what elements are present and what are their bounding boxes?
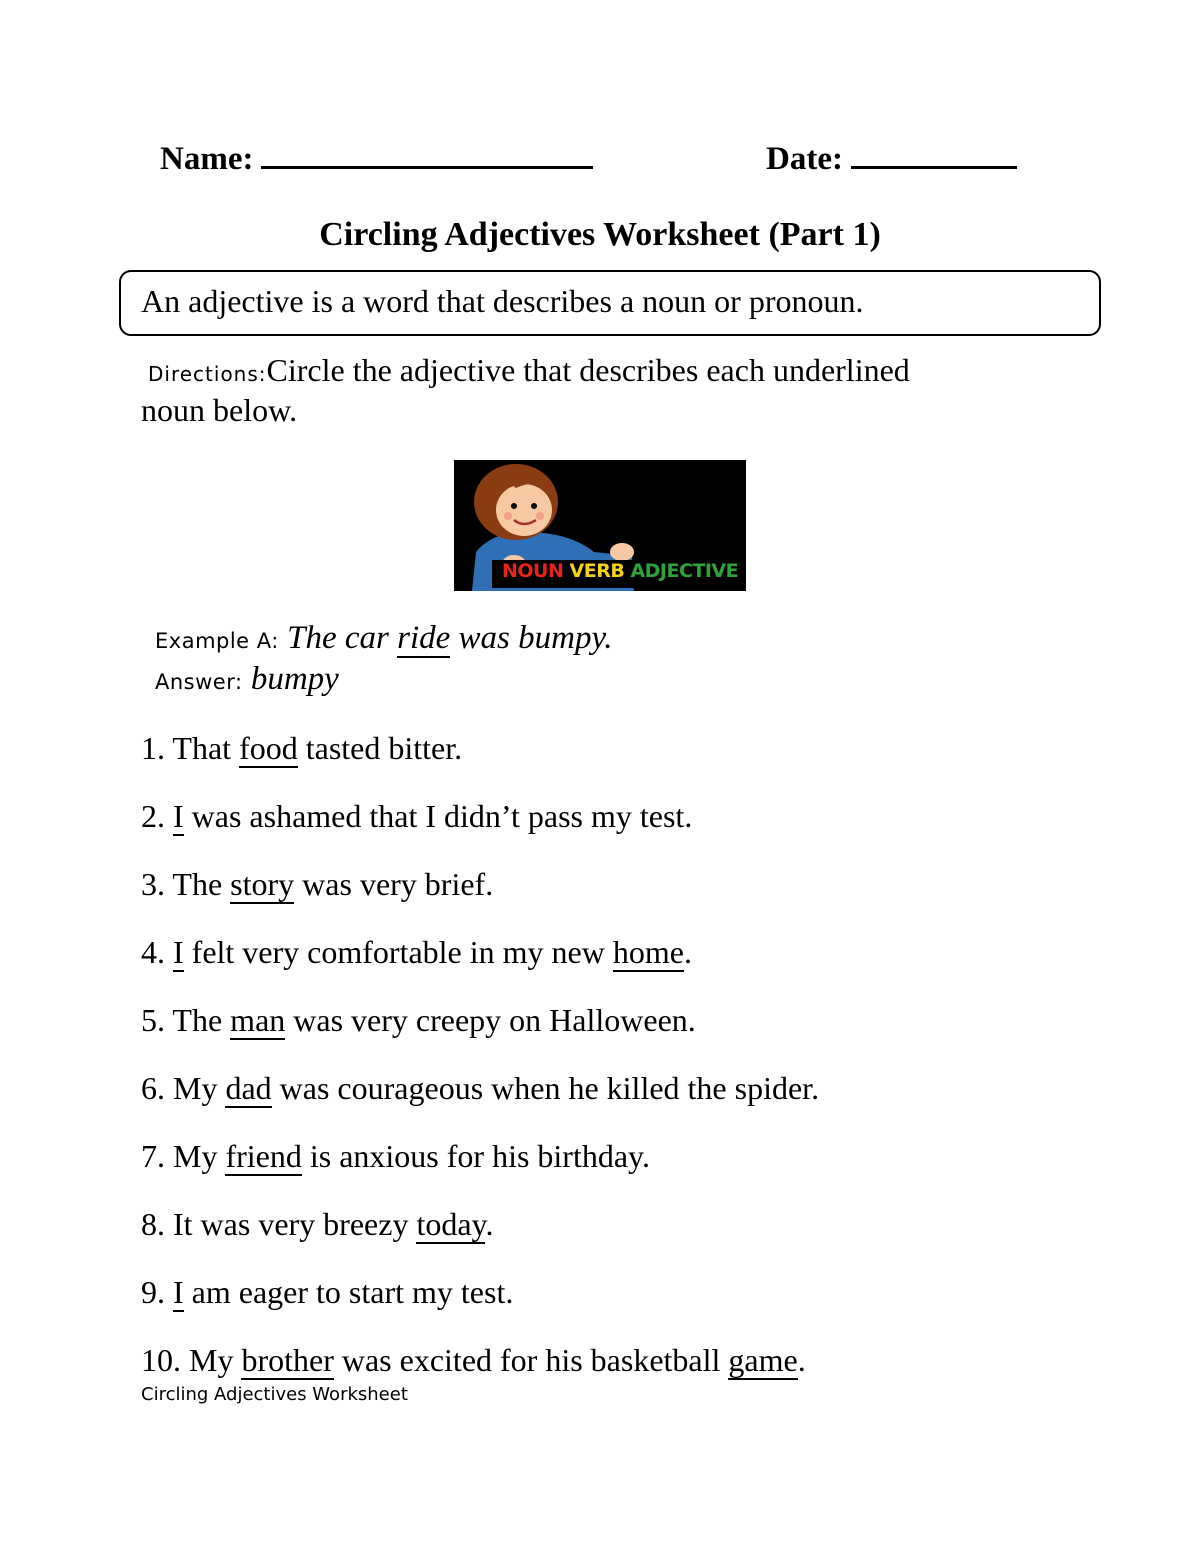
question-item[interactable] <box>141 1070 819 1107</box>
name-blank[interactable] <box>261 138 593 169</box>
question-text: My <box>181 1342 242 1378</box>
question-item[interactable] <box>141 1206 493 1243</box>
question-number: 3. <box>141 866 165 902</box>
question-text: . <box>485 1206 494 1242</box>
underlined-noun[interactable]: today <box>416 1206 486 1242</box>
question-text: . <box>797 1342 806 1378</box>
underlined-noun[interactable]: story <box>230 866 295 902</box>
question-item[interactable] <box>141 1342 806 1379</box>
page-title: Circling Adjectives Worksheet (Part 1) <box>319 216 881 253</box>
clipart-image <box>454 460 746 591</box>
question-text: It was very breezy <box>165 1206 417 1242</box>
question-text: was very brief. <box>294 866 494 902</box>
directions-text-1: Circle the adjective that describes each underlined <box>266 352 910 388</box>
underlined-noun[interactable]: man <box>230 1002 286 1038</box>
directions-label: Directions: <box>148 362 267 386</box>
underlined-noun[interactable]: I <box>173 934 184 970</box>
question-number: 6. <box>141 1070 165 1106</box>
example-sentence <box>155 620 613 657</box>
question-item[interactable] <box>141 1274 513 1311</box>
name-label: Name: <box>160 141 254 177</box>
question-number: 7. <box>141 1138 165 1174</box>
question-item[interactable] <box>141 730 462 767</box>
question-text: The <box>165 1002 231 1038</box>
underlined-noun[interactable]: home <box>612 934 684 970</box>
question-text <box>165 934 173 970</box>
answer-value: bumpy <box>250 661 339 697</box>
underlined-noun[interactable]: friend <box>225 1138 302 1174</box>
question-text: was ashamed that I didn’t pass my test. <box>183 798 693 834</box>
question-number: 8. <box>141 1206 165 1242</box>
underlined-noun[interactable]: I <box>173 1274 184 1310</box>
underlined-noun[interactable]: game <box>728 1342 798 1378</box>
clipart-words <box>502 560 738 582</box>
question-number: 1. <box>141 730 165 766</box>
question-text: . <box>683 934 692 970</box>
footer-text: Circling Adjectives Worksheet <box>141 1384 408 1405</box>
question-text: was courageous when he killed the spider. <box>271 1070 820 1106</box>
underlined-noun[interactable]: dad <box>225 1070 272 1106</box>
question-text: My <box>165 1070 226 1106</box>
question-text: My <box>165 1138 226 1174</box>
question-text: The <box>165 866 231 902</box>
question-text: was excited for his basketball <box>333 1342 729 1378</box>
clipart-adjective: ADJECTIVE <box>630 560 739 582</box>
example-answer <box>155 661 339 698</box>
answer-label: Answer: <box>155 670 243 694</box>
question-text: tasted bitter. <box>297 730 463 766</box>
definition-text: An adjective is a word that describes a noun or pronoun. <box>141 283 864 319</box>
directions <box>148 352 910 389</box>
example-pre: The car <box>287 620 398 656</box>
question-number: 4. <box>141 934 165 970</box>
underlined-noun[interactable]: brother <box>241 1342 334 1378</box>
example-post: was bumpy. <box>450 620 613 656</box>
name-field <box>160 138 593 178</box>
question-text <box>165 798 173 834</box>
date-label: Date: <box>766 141 843 177</box>
underlined-noun[interactable]: food <box>239 730 298 766</box>
directions-text-2: noun below. <box>141 392 298 428</box>
question-number: 5. <box>141 1002 165 1038</box>
clipart-noun: NOUN <box>502 560 564 582</box>
question-text <box>165 1274 173 1310</box>
question-text: am eager to start my test. <box>183 1274 514 1310</box>
example-label: Example A: <box>155 629 279 653</box>
question-item[interactable] <box>141 866 493 903</box>
example-noun: ride <box>397 620 451 656</box>
question-number: 10. <box>141 1342 181 1378</box>
clipart-verb: VERB <box>569 560 625 582</box>
question-item[interactable] <box>141 1138 650 1175</box>
question-number: 2. <box>141 798 165 834</box>
date-field <box>766 138 1017 178</box>
question-number: 9. <box>141 1274 165 1310</box>
question-item[interactable] <box>141 1002 696 1039</box>
question-text: felt very comfortable in my new <box>183 934 613 970</box>
question-item[interactable] <box>141 798 692 835</box>
question-text: That <box>165 730 240 766</box>
question-text: is anxious for his birthday. <box>301 1138 650 1174</box>
date-blank[interactable] <box>851 138 1017 169</box>
question-text: was very creepy on Halloween. <box>285 1002 696 1038</box>
underlined-noun[interactable]: I <box>173 798 184 834</box>
question-item[interactable] <box>141 934 692 971</box>
